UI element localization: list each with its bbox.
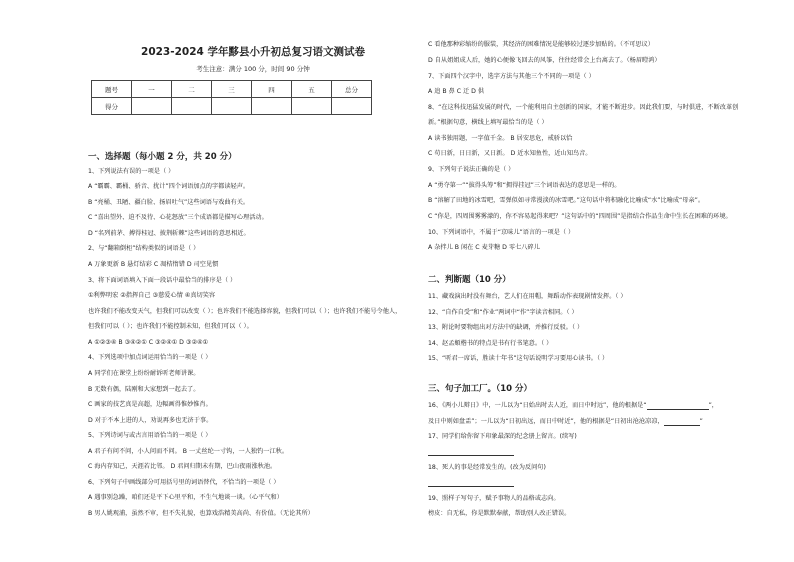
question-line: 13、附论时要物组出对方法中的缺调，并推行反驳。（ ）: [428, 324, 584, 331]
question-line: 6、下列句子中画线部分可用括号里的词语替代，不恰当的一项是（ ）: [88, 479, 280, 486]
question-line: ①利弊明宏 ②指挥自己 ③慈爱心情 ④真切笑容: [88, 292, 216, 299]
question-line: 7、下面四个汉字中，选字方法与其他三个不同的一项是（ ）: [428, 73, 595, 80]
question-line: A 君子有问不问，小人问而不问。 B 一丈丝纶一寸钩，一人独钓一江秋。: [88, 448, 289, 455]
question-line: A 同学们在课堂上纷纷耐诉听老师讲课。: [88, 370, 200, 377]
question-line: C 海内存知己，天涯若比邻。 D 君问归期未有期，巴山夜雨涨秋池。: [88, 463, 277, 470]
question-text: 及日中则如盘盂”；一儿以为“日初出远，而日中时近”，他的根据是“日初出沧沧凉凉，: [428, 418, 664, 425]
question-line: A “勇夺第一”“拔得头筹”和“拥得挂冠”三个词语表达的意思是一样的。: [428, 182, 621, 189]
score-header-cell: 四: [252, 81, 292, 98]
score-header-cell: 题号: [92, 81, 132, 98]
score-header-cell: 一: [132, 81, 172, 98]
question-line: 3、将下面词语填入下面一段话中最恰当的排序是（ ）: [88, 277, 237, 284]
exam-title: 2023-2024 学年黟县小升初总复习语文测试卷: [141, 46, 365, 58]
question-text: 16、《两小儿辩日》中，一儿以为“日始出时去人近，而日中时远”，他的根据是“: [428, 402, 647, 409]
question-line: D 自从姐姐成人后，她的心便像飞回去的风筝，往往经常会上台离去了。（杨眉瞪鸿）: [428, 57, 661, 64]
question-line: 19、照样子写句子，赋予事物人的品格或志向。: [428, 495, 560, 502]
question-line: B 无数有偶，陆刚和大家想到一起去了。: [88, 386, 200, 393]
question-line: C “喜出望外、迫不及待、心花怒放”三个成语都是描写心理活动。: [88, 214, 268, 221]
question-line: C 苟日新，日日新，又日新。 D 近水知鱼性，近山知鸟音。: [428, 150, 592, 157]
question-line: A ①②③④ B ③④②① C ③②④① D ③②④①: [88, 339, 209, 346]
question-line: [428, 418, 703, 426]
score-input-cell[interactable]: [252, 98, 292, 115]
section-title-sentence: 三、句子加工厂。（10 分）: [428, 384, 533, 394]
question-line: A 杂拌儿 B 闲在 C 麦芽糖 D 零七八碎儿: [428, 244, 540, 251]
question-line: 榜皮：自无私，你是默默奉献，帮助别人改正错误。: [428, 510, 571, 517]
question-line: A 读书独用题，一字值千金。 B 居安思危，戒骄以恰: [428, 135, 573, 142]
question-line: D “名列前茅、搏得桂冠、披荆斩棘”这些词语的意思相近。: [88, 230, 250, 237]
score-header-cell: 总分: [332, 81, 372, 98]
question-line: 但我们可以（ ）；也许我们不能控制未知，但我们可以（ ）。: [88, 323, 253, 330]
score-table-header-row: [92, 81, 372, 98]
question-line: C 画家的技艺真是高超，边幅画得惟妙惟肖。: [88, 401, 212, 408]
question-line: 18、死人的事是经常发生的。(改为反问句): [428, 464, 546, 471]
question-line: B 男人姚观浦，虽然不审，但不失礼貌，也算戏浩精美高尚、有价值。（无论其所）: [88, 510, 314, 517]
score-input-cell[interactable]: [292, 98, 332, 115]
question-line: A 万象更新 B 悬灯结彩 C 凋桔惰错 D 司空见惯: [88, 261, 219, 268]
score-table-score-row: [92, 98, 372, 115]
score-input-cell[interactable]: [212, 98, 252, 115]
question-line: 也许我们不能改变天气，但我们可以改变（ ）；也许我们不能选择容貌，但我们可以（ ）；也许我们不能号令他人，: [88, 308, 402, 315]
question-line: 10、下列词语中，不属于“京味儿”语言的一项是（ ）: [428, 229, 575, 236]
question-line: 新。”根据句意，横线上填写最恰当的是（ ）: [428, 119, 548, 126]
score-table: [91, 80, 372, 115]
score-input-cell[interactable]: [172, 98, 212, 115]
question-line: 4、下列选项中加点词运用恰当的一项是（ ）: [88, 354, 212, 361]
question-line: 8、“在这科技迅猛发展的时代，一个能利用自主创新的国家，才能不断进步。因此我们要，与时俱进，不断改革创: [428, 104, 739, 111]
score-header-cell: 五: [292, 81, 332, 98]
question-line: A 遇事别急躁，咱们还是平下心里平和，不生气地谈一谈。（心平气和）: [88, 494, 283, 501]
question-line: A “霸霸、霸桶、骄音、扰计”四个词语加点的字都读轻声。: [88, 183, 250, 190]
answer-blank[interactable]: [647, 403, 709, 410]
punctuation: ”，: [708, 402, 718, 409]
question-line: D 对于不本上进的人，劝说再多也无济于事。: [88, 417, 213, 424]
question-line: 12、“自作自受”和“作业”两词中“作”字读音相同。（ ）: [428, 309, 578, 316]
question-line: 11、藏戏演出时没有舞台，艺人们在用帽，舞蹈动作表现剧情发挥。（ ）: [428, 293, 627, 300]
score-input-cell[interactable]: [332, 98, 372, 115]
question-line: 14、赵孟頫楷书的特点是书有行书笔意。（ ）: [428, 340, 553, 347]
question-line: C “你是，四周围雾雾濛的，你不容易起得来吧？”这句话中的“四周围”是指结合作品生命中生长在困难的环境。: [428, 213, 732, 220]
question-line: C 看他那种彩缩纷的服装，其经济的困难情况是能够较过逐步加贴的。（不可思议）: [428, 41, 654, 48]
answer-line[interactable]: [428, 455, 514, 456]
question-line: B “亮桶、丑陋、疆白脸、扬眉吐气”这些词语与戏曲有关。: [88, 199, 250, 206]
question-line: A 追 B 鼻 C 迁 D 供: [428, 88, 485, 95]
answer-blank[interactable]: [664, 419, 700, 426]
score-header-cell: 二: [172, 81, 212, 98]
question-line: 2、与“翻箱倒柜”结构类似的词语是（ ）: [88, 245, 200, 252]
section-title-judge: 二、判断题（10 分）: [428, 275, 511, 285]
punctuation: ”: [699, 418, 703, 425]
question-line: B “溶解了田地的冰雪吧，雪弹似如寻常漫淡的冰雪吧。”这句话中将积融化比喻成“水”比喻成“母亲”。: [428, 197, 705, 204]
question-line: 15、“听君一席话，胜读十年书”这句话说明学习要用心读书。（ ）: [428, 355, 609, 362]
section-title-choice: 一、选择题（每小题 2 分，共 20 分）: [88, 152, 237, 162]
question-line: 9、下列句子说法正确的是（ ）: [428, 166, 515, 173]
question-line: [428, 402, 718, 410]
answer-line[interactable]: [428, 486, 514, 487]
score-header-cell: 三: [212, 81, 252, 98]
question-line: 5、下列诗词与或古言用语恰当的一项是（ ）: [88, 432, 212, 439]
exam-notice: 考生注意：满分 100 分，时间 90 分钟: [196, 65, 310, 73]
score-input-cell[interactable]: [132, 98, 172, 115]
score-row-label: 得分: [92, 98, 132, 115]
question-line: 17、同学们给你留下印象最深的纪念册上留言。(续写): [428, 433, 577, 440]
question-line: 1、下列说法有误的一项是（ ）: [88, 168, 175, 175]
